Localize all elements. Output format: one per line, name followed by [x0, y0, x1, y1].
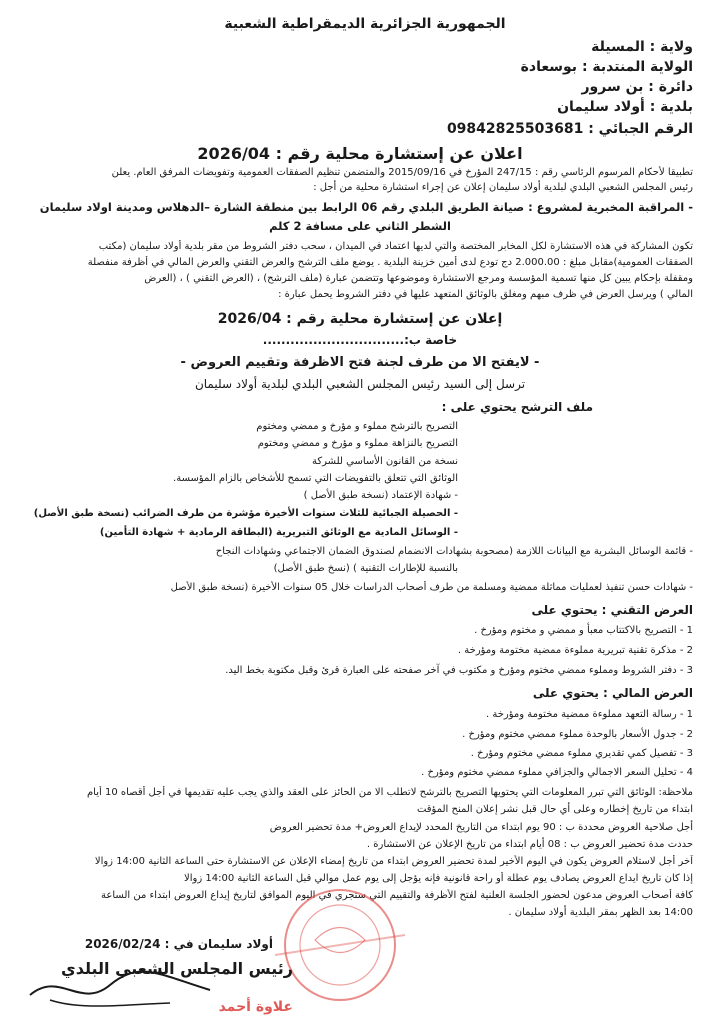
delegated-wilaya-line: الولاية المنتدبة : بوسعادة: [520, 59, 693, 75]
notes-line: حددت مدة تحضير العروض ب : 08 أيام ابتداء من تاريخ الإعلان عن الاستشارة .: [366, 839, 693, 850]
wilaya-line: ولاية : المسيلة: [591, 39, 693, 55]
financial-item: 1 - رسالة التعهد مملوءة ممضية مختومة ومؤرخة .: [486, 709, 693, 720]
page-title: اعلان عن إستشارة محلية رقم : 2026/04: [197, 144, 523, 163]
stamp-name: علاوة أحمد: [218, 999, 293, 1015]
signature-scribble-icon: [20, 965, 220, 1015]
signature-title: رئيس المجلس الشعبي البلدي: [61, 959, 293, 978]
notes-line: أجل صلاحية العروض محددة ب : 90 يوم ابتداء من التاريخ المحدد لإيداع العروض+ مدة تحضير العروض: [269, 822, 693, 833]
candidacy-item: الوثائق التي تتعلق بالتفويضات التي تسمح للأشخاص بالزام المؤسسة.: [173, 473, 458, 484]
intro-line-2: رئيس المجلس الشعبي البلدي لبلدية أولاد سليمان إعلان عن إجراء استشارة محلية من أجل :: [313, 182, 693, 193]
candidacy-heading: ملف الترشح يحتوي على :: [441, 400, 593, 414]
project-line-1: - المراقبة المخبرية لمشروع : صيانة الطريق البلدي رقم 06 الرابط بين منطقة الشارة –الدهلاس ومدينة اولاد سليمان: [39, 200, 693, 214]
official-seal-icon: [255, 885, 415, 1015]
candidacy-item: التصريح بالترشح مملوء و مؤرخ و ممضي ومختوم: [256, 421, 458, 432]
envelope-send-to: ترسل إلى السيد رئيس المجلس الشعبي البلدي لبلدية أولاد سليمان: [194, 377, 526, 391]
project-line-2: الشطر الثاني على مسافة 2 كلم: [269, 219, 451, 233]
notes-line: ملاحظة: الوثائق التي تبرر المعلومات التي يحتويها التصريح بالترشح لاتطلب الا من الحائز على العقد والذي يجب عليه تقديمها في أجل أقصاه 10 أيام: [86, 787, 693, 798]
candidacy-item: التصريح بالنزاهة مملوء و مؤرخ و ممضي ومختوم: [257, 438, 458, 449]
candidacy-item: - قائمة الوسائل البشرية مع البيانات اللازمة (مصحوبة بشهادات الانضمام لصندوق الضمان الاجتماعي وشهادات النجاح: [215, 546, 693, 557]
conditions-line-4: المالي ) ويرسل العرض في ظرف مبهم ومغلق بالوثائق المتعهد عليها في دفتر الشروط يحمل عبارة :: [278, 289, 693, 300]
commune-line: بلدية : أولاد سليمان: [557, 99, 693, 115]
notes-line: ابتداء من تاريخ إخطاره وعلى أي حال قبل نشر إعلان المنح المؤقت: [416, 804, 693, 815]
daira-line: دائرة : بن سرور: [581, 79, 693, 95]
technical-heading: العرض التقني : يحتوي على: [531, 603, 693, 617]
signature-date: أولاد سليمان في : 2026/02/24: [84, 937, 273, 951]
envelope-special: خاصة ب:...............................: [262, 333, 458, 347]
technical-item: 1 - التصريح بالاكتتاب معبأ و ممضي و مختوم ومؤرخ .: [474, 625, 693, 636]
candidacy-item: - الوسائل المادية مع الوثائق التبريرية (البطاقة الرمادية + شهادة التأمين): [99, 527, 458, 538]
notes-line: 14:00 بعد الظهر بمقر البلدية أولاد سليمان .: [508, 907, 693, 918]
candidacy-item: - الحصيلة الجبائية للثلاث سنوات الأخيرة مؤشرة من طرف الضرائب (نسخة طبق الأصل): [33, 508, 458, 519]
candidacy-item: نسخة من القانون الأساسي للشركة: [312, 456, 458, 467]
notes-line: كافة أصحاب العروض مدعون لحضور الجلسة العلنية لفتح الأظرفة والتقييم التي ستجري في اليوم الموافق لتاريخ إيداع العروض ابتداء من الساعة: [101, 890, 693, 901]
financial-item: 4 - تحليل السعر الاجمالي والجزافي مملوء ممضي مختوم ومؤرخ .: [421, 767, 693, 778]
conditions-line-1: تكون المشاركة في هذه الاستشارة لكل المخابر المختصة والتي لديها اعتماد في الميدان ، سحب دفتر الشروط من مقر بلدية أولاد سليمان (مكتب: [98, 241, 693, 252]
financial-heading: العرض المالي : يحتوي على: [532, 686, 693, 700]
intro-line-1: تطبيقا لأحكام المرسوم الرئاسي رقم : 247/15 المؤرخ في 2015/09/16 والمتضمن تنظيم الصفقات العمومية وتفويضات المرفق العام. يعلن: [111, 167, 693, 178]
tax-id-line: الرقم الجبائي : 09842825503681: [446, 121, 693, 137]
envelope-ref: إعلان عن إستشارة محلية رقم : 2026/04: [217, 311, 503, 327]
financial-item: 2 - جدول الأسعار بالوحدة مملوء ممضي مختوم ومؤرخ .: [462, 729, 693, 740]
technical-item: 3 - دفتر الشروط ومملوء ممضي مختوم ومؤرخ و مكتوب في آخر صفحته على العبارة قرئ وقبل مكتوبة بخط اليد.: [225, 665, 693, 676]
financial-item: 3 - تفصيل كمي تقديري مملوء ممضي مختوم ومؤرخ .: [470, 748, 693, 759]
candidacy-item: - شهادات حسن تنفيذ لعمليات مماثلة ممضية ومسلمة من طرف أصحاب الدراسات خلال 05 سنوات الأخيرة (نسخة طبق الأصل: [170, 582, 693, 593]
republic-title: الجمهورية الجزائرية الديمقراطية الشعبية: [224, 16, 506, 32]
technical-item: 2 - مذكرة تقنية تبريرية مملوءة ممضية مختومة ومؤرخة .: [457, 645, 693, 656]
notes-line: آخر أجل لاستلام العروض يكون في اليوم الأخير لمدة تحضير العروض ابتداء من تاريخ إمضاء الإعلان عن الاستشارة حتى الساعة الثانية 14:00 زوالا: [94, 856, 693, 867]
envelope-notice: - لايفتح الا من طرف لجنة فتح الاظرفة وتقييم العروض -: [180, 355, 540, 370]
conditions-line-3: ومقفلة بإحكام يبين كل منها تسمية المؤسسة ومرجع الاستشارة وموضوعها وتتضمن عبارة (ملف الترشح) ، (العرض التقني ) ، (العرض: [144, 273, 693, 284]
notes-line: إذا كان تاريخ ايداع العروض يصادف يوم عطلة أو راحة قانونية فإنه يؤجل إلى يوم عمل موالي قبل الساعة الثانية 14:00 زوالا: [184, 873, 693, 884]
candidacy-item: بالنسبة للإطارات التقنية ) (نسخ طبق الأصل): [273, 563, 458, 574]
candidacy-item: - شهادة الإعتماد (نسخة طبق الأصل ): [303, 490, 458, 501]
conditions-line-2: الصفقات العمومية)مقابل مبلغ : 2.000.00 دج تودع لدى أمين خزينة البلدية . يوضع ملف الترشح والعرض التقني والعرض المالي في أظرفة منفصلة: [87, 257, 693, 268]
